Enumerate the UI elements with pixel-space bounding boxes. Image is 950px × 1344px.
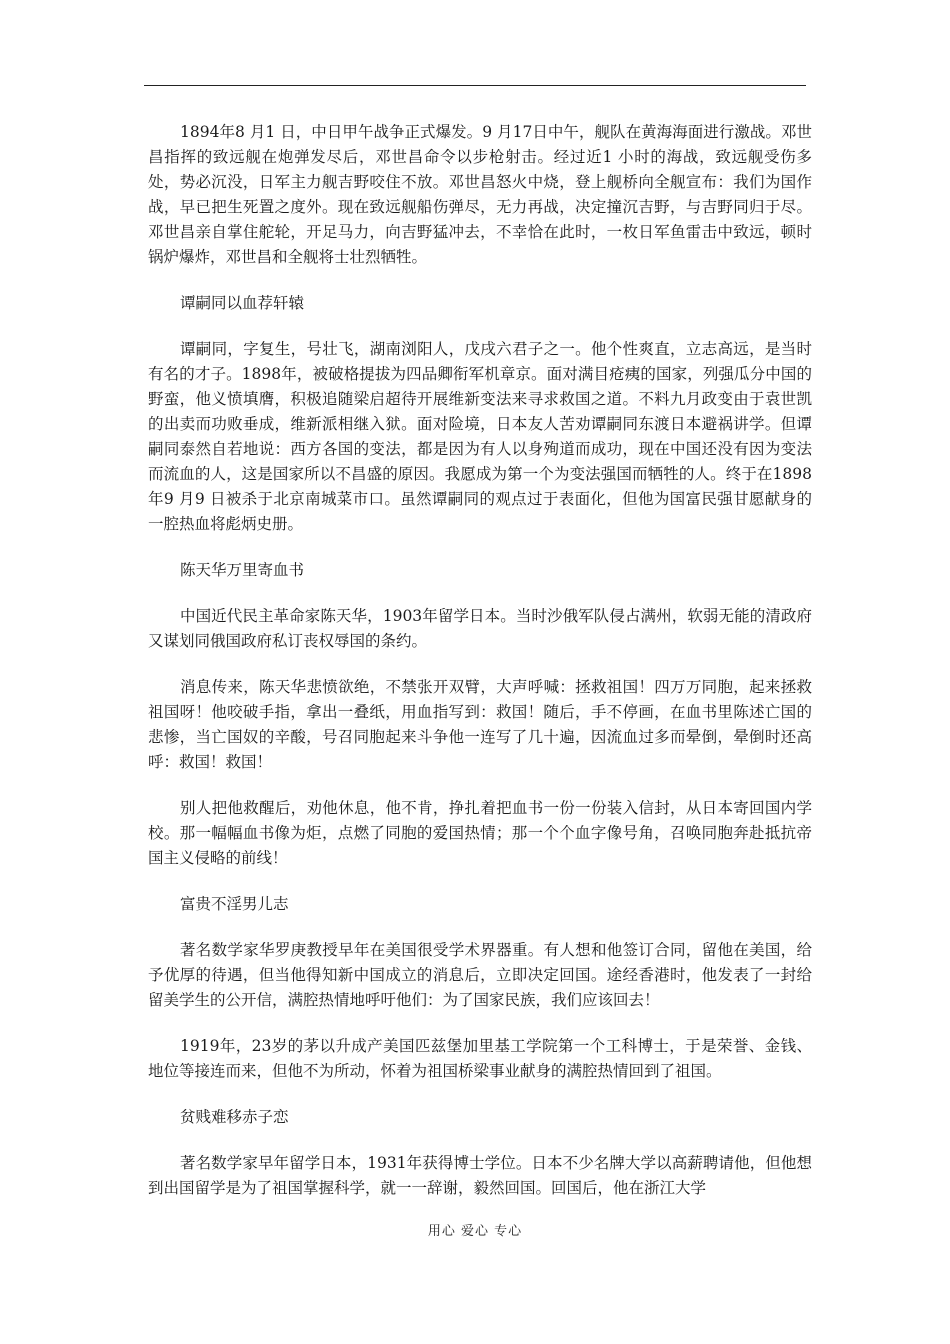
section-heading-tan-sitong: 谭嗣同以血荐轩辕 [180,294,305,312]
section-heading-wealth: 富贵不淫男儿志 [180,895,289,913]
paragraph-chen-tianhua-intro: 中国近代民主革命家陈天华，1903年留学日本。当时沙俄军队侵占满州，软弱无能的清政府又谋划同俄国政府私订丧权辱国的条约。 [148,607,812,650]
document-body [148,120,812,1222]
paragraph-deng-shichang: 1894年8 月1 日，中日甲午战争正式爆发。9 月17日中午，舰队在黄海海面进行激战。邓世昌指挥的致远舰在炮弹发尽后，邓世昌命令以步枪射击。经过近1 小时的海战，致远舰受伤多处，势必沉没，日军主力舰吉野咬住不放。邓世昌怒火中烧，登上舰桥向全舰宣布：我们为国作战，早已把生死置之度外。现在致远舰船伤弹尽，无力再战，决定撞沉吉野，与吉野同归于尽。邓世昌亲自掌住舵轮，开足马力，向吉野猛冲去，不幸恰在此时，一枚日军鱼雷击中致远，顿时锅炉爆炸，邓世昌和全舰将士壮烈牺牲。 [148,123,812,266]
section-heading-poverty: 贫贱难移赤子恋 [180,1108,289,1126]
paragraph-mathematician: 著名数学家早年留学日本，1931年获得博士学位。日本不少名牌大学以高薪聘请他，但他想到出国留学是为了祖国掌握科学，就一一辞谢，毅然回国。回国后，他在浙江大学 [148,1154,812,1197]
page-footer: 用心 爱心 专心 [427,1224,523,1239]
paragraph-hua-luogeng: 著名数学家华罗庚教授早年在美国很受学术界器重。有人想和他签订合同，留他在美国，给予优厚的待遇，但当他得知新中国成立的消息后，立即决定回国。途经香港时，他发表了一封给留美学生的公开信，满腔热情地呼吁他们：为了国家民族，我们应该回去！ [148,941,812,1009]
paragraph-mao-yisheng: 1919年，23岁的茅以升成产美国匹兹堡加里基工学院第一个工科博士，于是荣誉、金钱、地位等接连而来，但他不为所动，怀着为祖国桥梁事业献身的满腔热情回到了祖国。 [148,1037,812,1080]
paragraph-chen-tianhua-mail: 别人把他救醒后，劝他休息，他不肯，挣扎着把血书一份一份装入信封，从日本寄回国内学校。那一幅幅血书像为炬，点燃了同胞的爱国热情；那一个个血字像号角，召唤同胞奔赴抵抗帝国主义侵略的前线！ [148,799,812,867]
paragraph-chen-tianhua-blood-letter: 消息传来，陈天华悲愤欲绝，不禁张开双臂，大声呼喊：拯救祖国！四万万同胞，起来拯救祖国呀！他咬破手指，拿出一叠纸，用血指写到：救国！随后，手不停画，在血书里陈述亡国的悲惨，当亡国奴的辛酸，号召同胞起来斗争他一连写了几十遍，因流血过多而晕倒，晕倒时还高呼：救国！救国！ [148,678,812,771]
header-rule [144,85,806,86]
paragraph-tan-sitong: 谭嗣同，字复生，号壮飞，湖南浏阳人，戊戌六君子之一。他个性爽直，立志高远，是当时有名的才子。1898年，被破格提拔为四品卿衔军机章京。面对满目疮痍的国家，列强瓜分中国的野蛮，他义愤填膺，积极追随梁启超待开展维新变法来寻求救国之道。不料九月政变由于袁世凯的出卖而功败垂成，维新派相继入狱。面对险境，日本友人苦劝谭嗣同东渡日本避祸讲学。但谭嗣同泰然自若地说：西方各国的变法，都是因为有人以身殉道而成功，现在中国还没有因为变法而流血的人，这是国家所以不昌盛的原因。我愿成为第一个为变法强国而牺牲的人。终于在1898年9 月9 日被杀于北京南城菜市口。虽然谭嗣同的观点过于表面化，但他为国富民强甘愿献身的一腔热血将彪炳史册。 [148,340,812,533]
section-heading-chen-tianhua: 陈天华万里寄血书 [180,561,305,579]
